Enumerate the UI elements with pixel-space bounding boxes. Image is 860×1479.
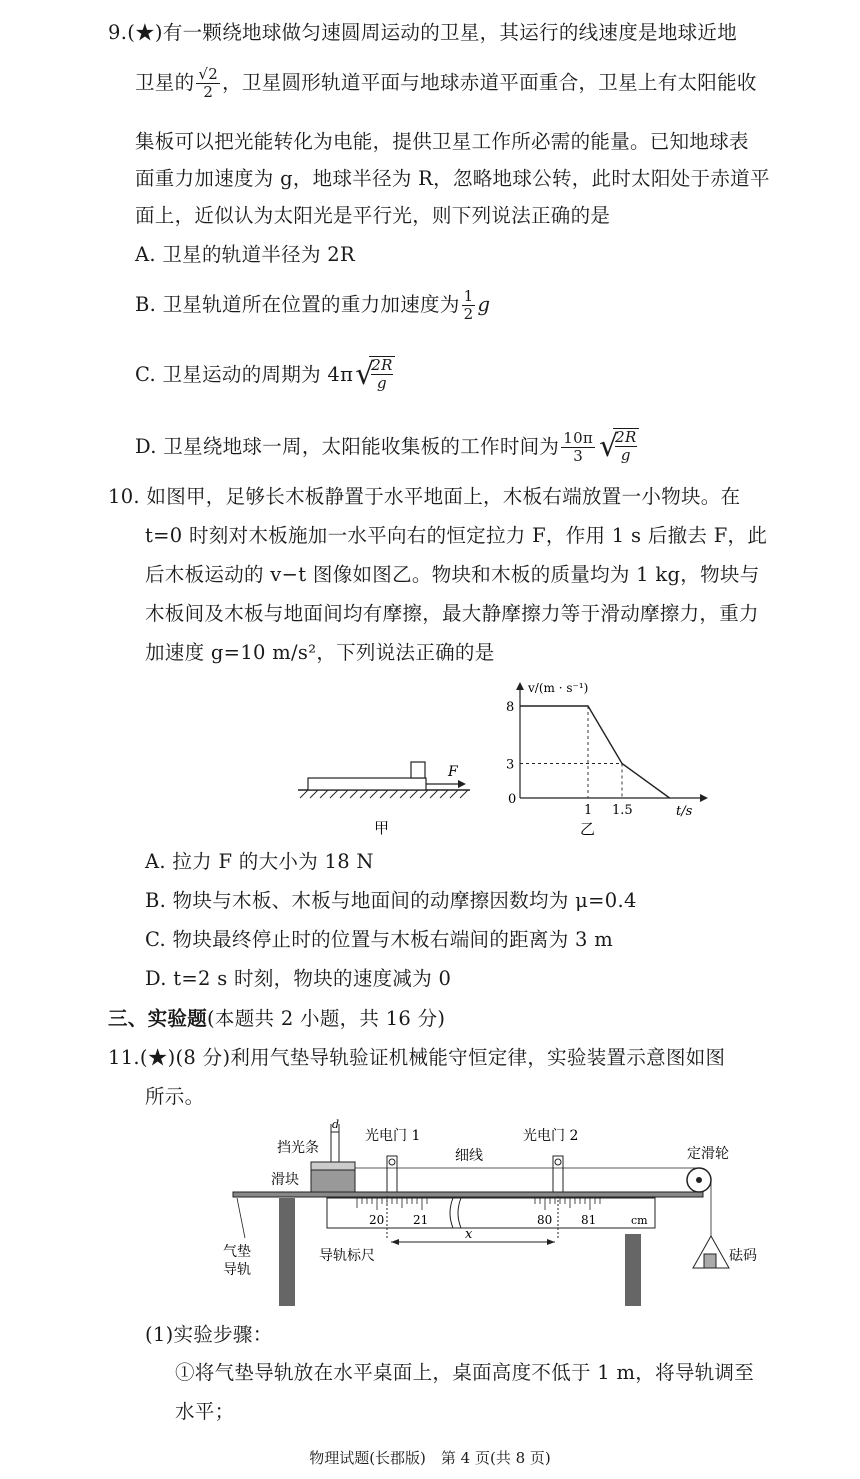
right-leg: [625, 1234, 641, 1306]
block: [411, 762, 425, 778]
q10-line-5: 加速度 g=10 m/s²，下列说法正确的是: [145, 641, 495, 664]
y-tick-label: 8: [506, 700, 515, 715]
photogate-2: [553, 1156, 563, 1192]
scale-80: 80: [537, 1213, 553, 1227]
q10-line-3: 后木板运动的 v−t 图像如图乙。物块和木板的质量均为 1 kg，物块与: [145, 563, 760, 586]
width-d-label: d: [332, 1118, 340, 1131]
vt-chart: [500, 672, 710, 842]
y-axis-label: v/(m · s⁻¹): [528, 681, 589, 695]
rail-label-2: 导轨: [223, 1262, 251, 1278]
section-3-heading: 三、实验题(本题共 2 小题，共 16 分): [108, 1007, 446, 1030]
q11-step-1b: 水平；: [175, 1400, 235, 1423]
thread-label: 细线: [455, 1148, 483, 1164]
q10-option-d: D. t=2 s 时刻，物块的速度减为 0: [145, 967, 452, 990]
q9-line-2: 卫星的 $\frac{√2}{2}$ ，卫星圆形轨道平面与地球赤道平面重合，卫星上有太阳能收: [135, 65, 757, 101]
q11-step-1a: ①将气垫导轨放在水平桌面上，桌面高度不低于 1 m，将导轨调至: [175, 1361, 755, 1384]
x-tick-label: 1: [584, 803, 593, 818]
scale-81: 81: [581, 1213, 597, 1227]
y-tick-label: 3: [506, 757, 515, 773]
force-label: F: [448, 764, 458, 780]
figure-jia-label: 甲: [374, 819, 390, 837]
figure-board-block: [290, 750, 480, 840]
q10-option-a: A. 拉力 F 的大小为 18 N: [145, 850, 374, 873]
left-leg: [279, 1198, 295, 1306]
q11-line-1: 11.(★)(8 分)利用气垫导轨验证机械能守恒定律，实验装置示意图如图: [108, 1046, 726, 1069]
velocity-series-line: [520, 706, 670, 798]
scale-label: 导轨标尺: [319, 1248, 375, 1264]
scale-21: 21: [413, 1213, 429, 1227]
distance-x-label: x: [465, 1227, 473, 1242]
baffle-label: 挡光条: [277, 1140, 319, 1156]
q9-line-4: 面重力加速度为 g，地球半径为 R，忽略地球公转，此时太阳处于赤道平: [135, 167, 770, 190]
photogate-1: [387, 1156, 397, 1192]
rail-label-1: 气垫: [223, 1244, 251, 1260]
q9-line-5: 面上，近似认为太阳光是平行光，则下列说法正确的是: [135, 204, 611, 227]
baffle-strip: [331, 1132, 339, 1162]
air-track: [233, 1192, 703, 1197]
q10-line-2: t=0 时刻对木板施加一水平向右的恒定拉力 F，作用 1 s 后撤去 F，此: [145, 524, 768, 547]
x-tick-label: 1.5: [612, 803, 633, 818]
force-arrow-icon: [458, 780, 466, 788]
figure-yi-label: 乙: [580, 820, 596, 838]
q11-step-title: (1)实验步骤：: [145, 1323, 273, 1346]
y-axis-arrow-icon: [516, 682, 524, 690]
origin-label: 0: [508, 792, 517, 807]
board: [308, 778, 426, 790]
q9-fraction: $\frac{√2}{2}$: [198, 65, 219, 101]
x-axis-label: t/s: [676, 804, 693, 819]
q9-option-b: B. 卫星轨道所在位置的重力加速度为 $\frac{1}{2}$ g: [135, 287, 491, 323]
q9-line-1: 9.(★)有一颗绕地球做匀速圆周运动的卫星，其运行的线速度是地球近地: [108, 21, 738, 44]
q9-line-3: 集板可以把光能转化为电能，提供卫星工作所必需的能量。已知地球表: [135, 130, 749, 153]
q9-option-d: D. 卫星绕地球一周，太阳能收集板的工作时间为 $\frac{10\pi}{3}$ √ $\frac{2R}{g}$: [135, 428, 637, 465]
gate-1-label: 光电门 1: [365, 1128, 421, 1144]
gate-2-label: 光电门 2: [523, 1128, 579, 1144]
q11-line-2: 所示。: [145, 1085, 205, 1108]
slider-label: 滑块: [271, 1172, 299, 1188]
weight: [704, 1254, 716, 1268]
scale-cm: cm: [631, 1214, 648, 1227]
scale-20: 20: [369, 1213, 385, 1227]
q10-line-1: 10. 如图甲，足够长木板静置于水平地面上，木板右端放置一小物块。在: [108, 485, 741, 508]
q9-option-a: A. 卫星的轨道半径为 2R: [135, 243, 355, 266]
q10-option-b: B. 物块与木板、木板与地面间的动摩擦因数均为 μ=0.4: [145, 889, 637, 912]
q10-line-4: 木板间及木板与地面间均有摩擦，最大静摩擦力等于滑动摩擦力，重力: [145, 602, 759, 625]
air-track-apparatus: [215, 1118, 775, 1310]
weight-label: 砝码: [729, 1248, 757, 1264]
x-axis-arrow-icon: [700, 794, 708, 802]
page-footer: 物理试题(长郡版) 第 4 页(共 8 页): [309, 1449, 551, 1467]
q10-option-c: C. 物块最终停止时的位置与木板右端间的距离为 3 m: [145, 928, 614, 951]
q9-option-c: C. 卫星运动的周期为 4π √ $\frac{2R}{g}$: [135, 356, 393, 392]
pulley-label: 定滑轮: [687, 1146, 729, 1162]
